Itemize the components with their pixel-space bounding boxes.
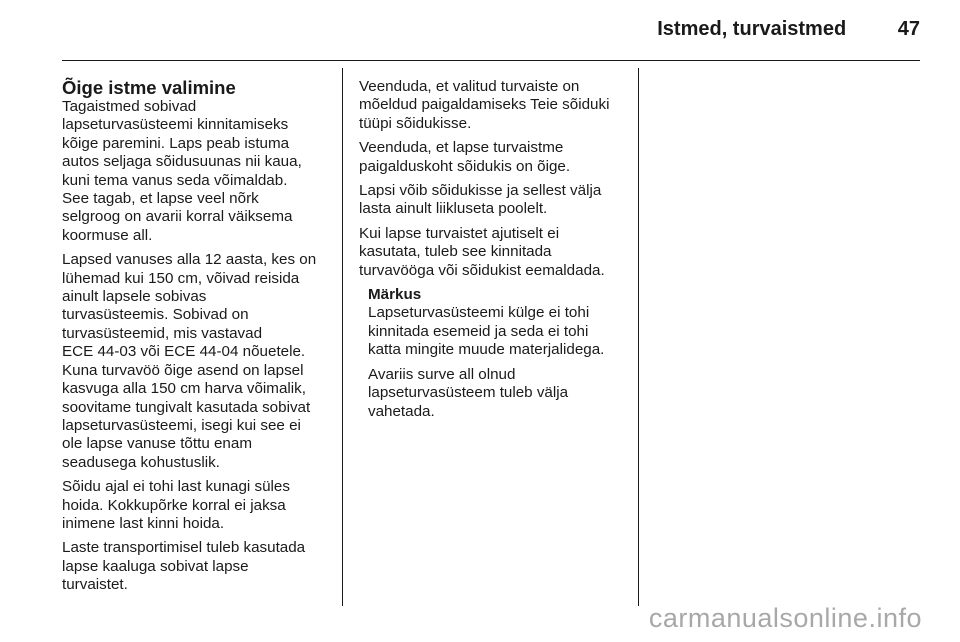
text-line: ECE 44-03 või ECE 44-04 nõuetele. xyxy=(62,343,306,361)
text-line: Lapseturvasüsteemi külge ei tohi xyxy=(368,304,590,322)
paragraph xyxy=(359,225,629,280)
text-line: Kui lapse turvaistet ajutiselt ei xyxy=(359,224,560,242)
text-line: autos seljaga sõidusuunas nii kaua, xyxy=(62,153,302,171)
left-column xyxy=(62,78,332,601)
section-heading: Õige istme valimine xyxy=(62,77,236,98)
text-line: Lapsi võib sõidukisse ja sellest välja xyxy=(359,182,602,200)
text-line: kinnitada esemeid ja seda ei tohi xyxy=(368,322,589,340)
text-line: Avariis surve all olnud xyxy=(368,365,516,383)
watermark-text: carmanualsonline.info xyxy=(648,603,922,633)
text-line: kõige paremini. Laps peab istuma xyxy=(62,134,290,152)
section-title: Istmed, turvaistmed xyxy=(657,18,847,40)
column-divider-left xyxy=(342,68,343,606)
paragraph xyxy=(359,139,629,176)
text-line: kuni tema vanus seda võimaldab. xyxy=(62,171,288,189)
text-line: Veenduda, et lapse turvaistme xyxy=(359,139,564,157)
text-line: lühemad kui 150 cm, võivad reisida xyxy=(62,269,300,287)
note-title: Märkus xyxy=(368,286,422,304)
text-line: seadusega kohustuslik. xyxy=(62,453,220,471)
text-line: selgroog on avarii korral väiksema xyxy=(62,208,293,226)
header-rule xyxy=(62,60,920,61)
text-line: inimene last kinni hoida. xyxy=(62,514,225,532)
paragraph xyxy=(62,98,332,245)
paragraph xyxy=(62,539,332,594)
text-line: lapseturvasüsteemi, isegi kui see ei xyxy=(62,416,301,434)
text-line: tüüpi sõidukisse. xyxy=(359,114,472,132)
paragraph xyxy=(359,182,629,219)
text-line: lapse kaaluga sobivat lapse xyxy=(62,557,249,575)
note-paragraph xyxy=(368,366,629,421)
text-line: koormuse all. xyxy=(62,226,153,244)
text-line: paigalduskoht sõidukis on õige. xyxy=(359,157,571,175)
text-line: turvasüsteemid, mis vastavad xyxy=(62,324,263,342)
text-line: Sõidu ajal ei tohi last kunagi süles xyxy=(62,478,290,496)
page-header xyxy=(657,18,920,41)
right-column xyxy=(359,78,629,427)
text-line: Veenduda, et valitud turvaiste on xyxy=(359,78,580,95)
text-line: lasta ainult liikluseta poolelt. xyxy=(359,200,548,218)
text-line: turvaistet. xyxy=(62,576,128,594)
text-line: ainult lapsele sobivas xyxy=(62,288,207,306)
paragraph xyxy=(62,251,332,472)
paragraph xyxy=(359,78,629,133)
text-line: hoida. Kokkupõrke korral ei jaksa xyxy=(62,496,286,514)
text-line: katta mingite muude materjalidega. xyxy=(368,341,605,359)
text-line: ole lapse vanuse tõttu enam xyxy=(62,435,252,453)
text-line: lapseturvasüsteemi kinnitamiseks xyxy=(62,116,289,134)
text-line: mõeldud paigaldamiseks Teie sõiduki xyxy=(359,96,610,114)
paragraph xyxy=(62,478,332,533)
text-line: Kuna turvavöö õige asend on lapsel xyxy=(62,361,304,379)
text-line: lapseturvasüsteem tuleb välja xyxy=(368,384,569,402)
text-line: kasvuga alla 150 cm harva võimalik, xyxy=(62,380,306,398)
text-line: kasutata, tuleb see kinnitada xyxy=(359,243,552,261)
text-line: Lapsed vanuses alla 12 aasta, kes on xyxy=(62,251,317,269)
column-divider-right xyxy=(638,68,639,606)
text-line: turvavööga või sõidukist eemaldada. xyxy=(359,261,605,279)
text-line: vahetada. xyxy=(368,402,435,420)
page-number: 47 xyxy=(897,18,920,40)
note-paragraph xyxy=(368,304,629,359)
text-line: See tagab, et lapse veel nõrk xyxy=(62,190,259,208)
note-box xyxy=(359,286,629,421)
text-line: Tagaistmed sobivad xyxy=(62,98,197,115)
text-line: turvasüsteemis. Sobivad on xyxy=(62,306,249,324)
text-line: Laste transportimisel tuleb kasutada xyxy=(62,539,306,557)
text-line: soovitame tungivalt kasutada sobivat xyxy=(62,398,311,416)
